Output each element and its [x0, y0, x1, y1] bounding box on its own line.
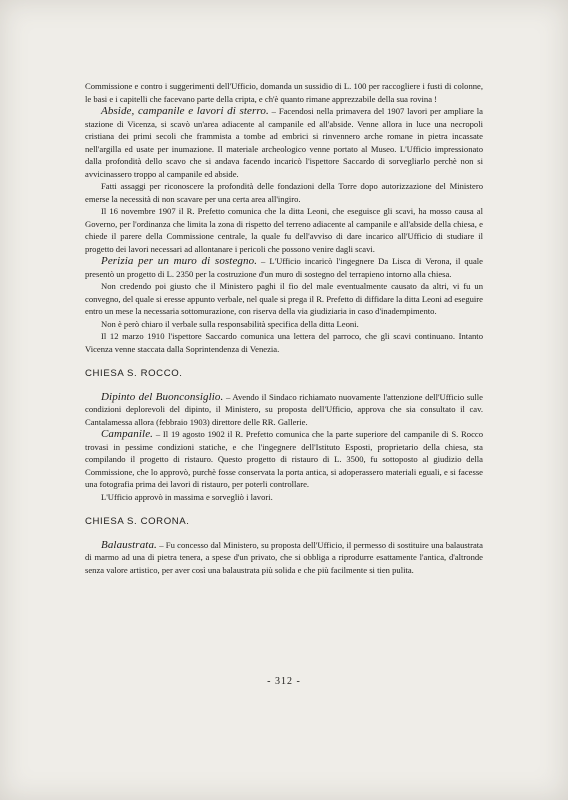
paragraph-12-marzo: Il 12 marzo 1910 l'ispettore Saccardo comunica una lettera del parroco, che gli scavi continuano. Intanto Vicenza venne staccata dalla Soprintendenza di Venezia. — [85, 331, 483, 354]
paragraph-fatti-assaggi: Fatti assaggi per riconoscere la profondità delle fondazioni della Torre dopo autorizzazione del Ministero emerse la necessità di non scavare per una certa area all'ingiro. — [85, 181, 483, 204]
text-dipinto: – Avendo il Sindaco richiamato nuovamente l'attenzione dell'Ufficio sulle condizioni deplorevoli del dipinto, il Ministero, su proposta dell'Ufficio, approva che sia consultato il cav. Cantalamessa allora (febbraio 1903) direttore delle RR. Gallerie. — [85, 391, 483, 427]
paragraph-16-novembre: Il 16 novembre 1907 il R. Prefetto comunica che la ditta Leoni, che eseguisce gli scavi, ha mosso causa al Governo, per l'ordinanza che limita la zona di rispetto del terreno adiacente al campanile e all'abside della chiesa, e chiede il parere della Commissione centrale, la quale fu dell'avviso di dare incarico all'Ufficio di studiare il progetto dei lavori necessari ad allontanare i pericoli che possono venire dagli scavi. — [85, 206, 483, 254]
heading-campanile: Campanile. — [101, 428, 154, 440]
page-number: - 312 - — [267, 676, 301, 687]
text-abside: – Facendosi nella primavera del 1907 lavori per ampliare la stazione di Vicenza, si scavò un'area adiacente al campanile ed all'abside. Venne allora in luce una necropoli cristiana dei primi secoli che frammista a tombe ad embrici si rinvennero arche romane in pietra incassate nell'argilla ed usate per inumazione. Il materiale archeologico venne portato al Museo. L'Ufficio impressionato dalla profondità dello scavo che si andava facendo incaricò l'ispettore Saccardo di sorvegliarlo perchè non si avvicinassero troppo al campanile ed abside. — [85, 106, 483, 179]
paragraph-campanile — [85, 428, 483, 491]
paragraph-non-credendo: Non credendo poi giusto che il Ministero paghi il fio del male eventualmente causato da altri, vi fu un convegno, del quale si eresse appunto verbale, nel quale si prega il R. Prefetto di diffidare la ditta Leoni ad eseguire entro un mese la necessaria sottomurazione, con riserva della via giudiziaria in caso d'inadempimento. — [85, 281, 483, 316]
paragraph-perizia — [85, 255, 483, 280]
paragraph-commissione: Commissione e contro i suggerimenti dell'Ufficio, domanda un sussidio di L. 100 per raccogliere i fusti di colonne, le basi e i capitelli che facevano parte della cripta, e ch'è quanto rimane apprezzabile della sua rovina ! — [85, 81, 483, 104]
text-perizia: – L'Ufficio incaricò l'ingegnere Da Lisca di Verona, il quale presentò un progetto di L. 2350 per la costruzione d'un muro di sostegno del terrapieno intorno alla chiesa. — [85, 256, 483, 279]
heading-abside: Abside, campanile e lavori di sterro. — [101, 105, 269, 117]
paragraph-approvo: L'Ufficio approvò in massima e sorvegliò i lavori. — [101, 491, 273, 502]
paragraph-balaustrata — [85, 539, 483, 577]
heading-perizia: Perizia per un muro di sostegno. — [101, 255, 258, 267]
section-title-corona: CHIESA S. CORONA. — [85, 516, 190, 527]
text-campanile: – Il 19 agosto 1902 il R. Prefetto comunica che la parte superiore del campanile di S. Rocco trovasi in pessime condizioni statiche, e che l'ingegnere dell'Istituto Esposti, proprietario della chiesa, sta compilando il progetto di ristauro. Questo progetto di ristauro di L. 3500, fu sottoposto al giudizio della Commissione, che lo approvò, purchè fosse conservata la porta antica, si adoperassero materiali eguali, e si facesse una fotografia prima dei lavori di ristauro, per poterli controllare. — [85, 429, 483, 489]
text-balaustrata: – Fu concesso dal Ministero, su proposta dell'Ufficio, il permesso di sostituire una balaustrata di marmo ad una di pietra tenera, a spese d'un privato, che si obbliga a riprodurre esattamente l'antica, d'altronde senza valore artistico, per aver così una balaustrata più solida e che più facilmente si tien pulita. — [85, 539, 483, 575]
section-title-rocco: CHIESA S. ROCCO. — [85, 368, 183, 379]
paragraph-abside — [85, 105, 483, 180]
heading-dipinto: Dipinto del Buonconsiglio. — [101, 390, 224, 403]
paragraph-dipinto — [85, 391, 483, 429]
paragraph-verbale: Non è però chiaro il verbale sulla responsabilità specifica della ditta Leoni. — [101, 318, 359, 329]
heading-balaustrata: Balaustrata. — [101, 538, 157, 551]
page-body — [85, 80, 483, 576]
